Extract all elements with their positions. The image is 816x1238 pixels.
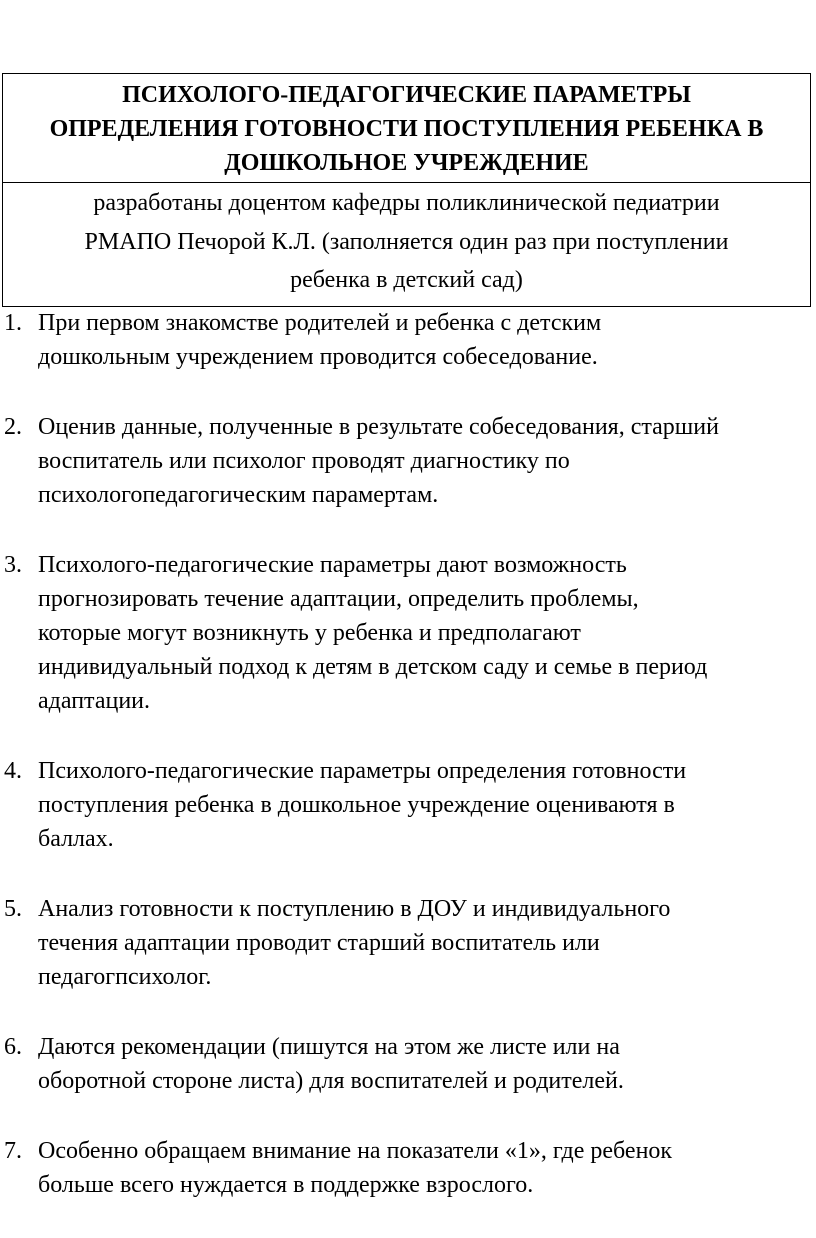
list-item-line: индивидуальный подход к детям в детском саду и семье в период bbox=[38, 654, 708, 680]
title-line: ПСИХОЛОГО-ПЕДАГОГИЧЕСКИЕ ПАРАМЕТРЫ bbox=[122, 82, 691, 108]
subtitle-line: РМАПО Печорой К.Л. (заполняется один раз при поступлении bbox=[84, 228, 729, 255]
title-line: ОПРЕДЕЛЕНИЯ ГОТОВНОСТИ ПОСТУПЛЕНИЯ РЕБЕНКА В bbox=[49, 116, 764, 142]
list-item-number: 2. bbox=[4, 414, 22, 440]
list-item-line: адаптации. bbox=[38, 688, 151, 714]
list-item-number: 5. bbox=[4, 896, 22, 922]
numbered-list bbox=[0, 306, 816, 1238]
list-item-line: воспитатель или психолог проводят диагностику по bbox=[38, 448, 570, 474]
list-item bbox=[0, 548, 816, 718]
list-item bbox=[0, 1134, 816, 1202]
list-item-line: Даются рекомендации (пишутся на этом же листе или на bbox=[38, 1034, 620, 1060]
list-item-line: баллах. bbox=[38, 826, 114, 852]
list-item-line: больше всего нуждается в поддержке взрослого. bbox=[38, 1172, 534, 1198]
list-item bbox=[0, 754, 816, 856]
subtitle-line: ребенка в детский сад) bbox=[290, 267, 523, 293]
list-item bbox=[0, 892, 816, 994]
list-item-line: дошкольным учреждением проводится собеседование. bbox=[38, 344, 598, 370]
list-item-number: 6. bbox=[4, 1034, 22, 1060]
document-subtitle bbox=[3, 183, 810, 306]
list-item-line: поступления ребенка в дошкольное учреждение оцениваютя в bbox=[38, 792, 675, 818]
list-item-number: 7. bbox=[4, 1138, 22, 1164]
list-item-line: Психолого-педагогические параметры дают возможность bbox=[38, 552, 627, 578]
list-item-number: 1. bbox=[4, 310, 22, 336]
list-item-line: педагогпсихолог. bbox=[38, 964, 212, 990]
list-item-line: Психолого-педагогические параметры определения готовности bbox=[38, 758, 687, 784]
list-item-line: течения адаптации проводит старший воспитатель или bbox=[38, 930, 600, 956]
subtitle-line: разработаны доцентом кафедры поликлинической педиатрии bbox=[93, 190, 720, 216]
document-title bbox=[3, 74, 810, 183]
list-item-line: психологопедагогическим парамертам. bbox=[38, 482, 439, 508]
list-item-line: Анализ готовности к поступлению в ДОУ и индивидуального bbox=[38, 896, 671, 922]
list-item-line: которые могут возникнуть у ребенка и предполагают bbox=[38, 620, 581, 646]
title-line: ДОШКОЛЬНОЕ УЧРЕЖДЕНИЕ bbox=[224, 150, 589, 176]
list-item-line: При первом знакомстве родителей и ребенка с детским bbox=[38, 310, 602, 336]
list-item-number: 4. bbox=[4, 758, 22, 784]
list-item bbox=[0, 410, 816, 512]
list-item-line: оборотной стороне листа) для воспитателей и родителей. bbox=[38, 1068, 624, 1094]
list-item bbox=[0, 1030, 816, 1098]
list-item-line: Оценив данные, полученные в результате собеседования, старший bbox=[38, 414, 719, 440]
header-table bbox=[2, 73, 811, 307]
list-item-number: 3. bbox=[4, 552, 22, 578]
list-item bbox=[0, 306, 816, 374]
list-item-line: Особенно обращаем внимание на показатели «1», где ребенок bbox=[38, 1138, 673, 1164]
list-item-line: прогнозировать течение адаптации, определить проблемы, bbox=[38, 586, 639, 612]
